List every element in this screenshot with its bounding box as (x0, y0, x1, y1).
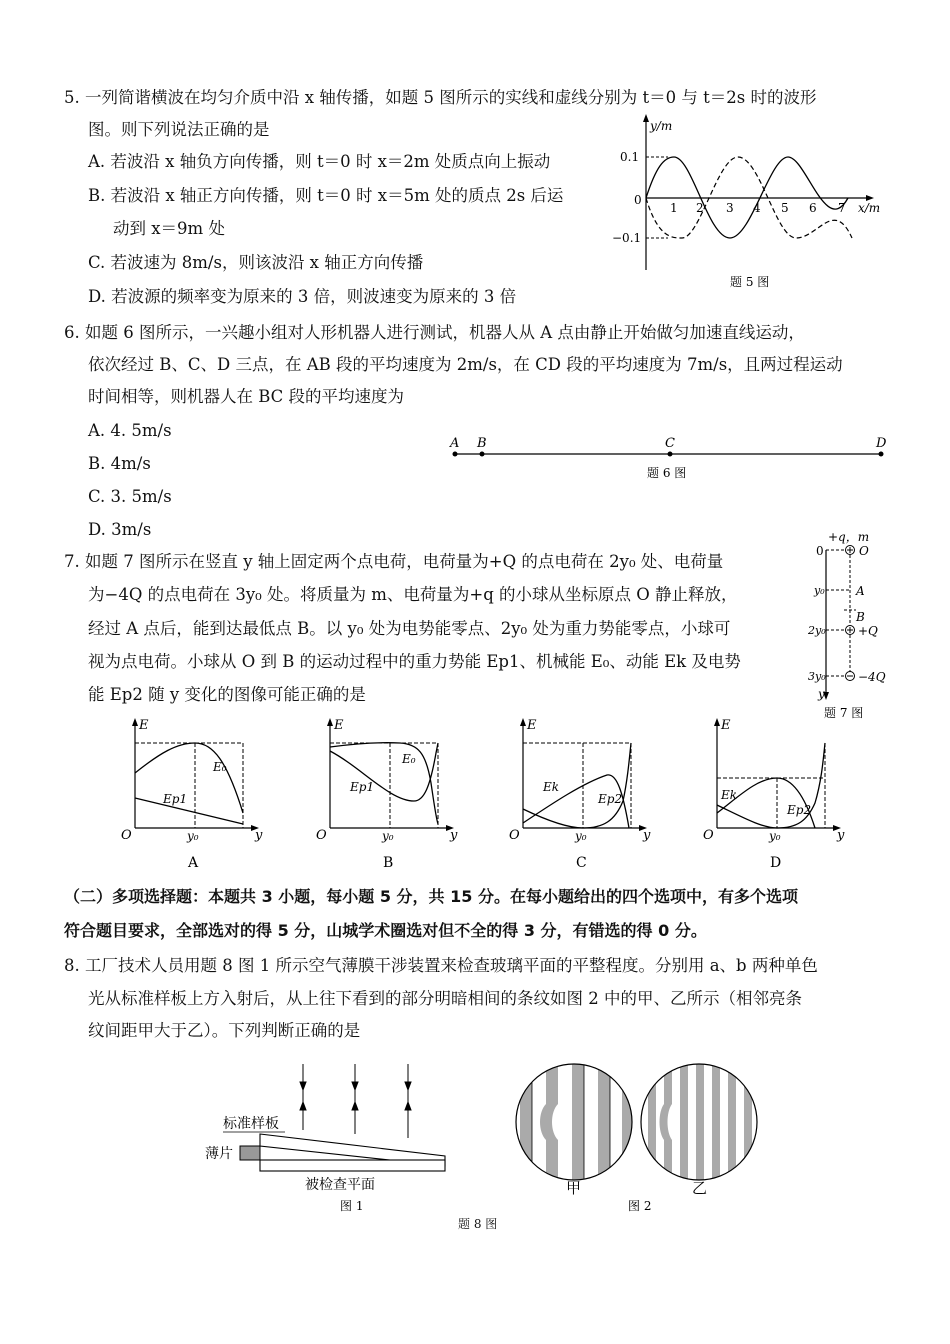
section2-heading-line2: 符合题目要求，全部选对的得 5 分，山城学术圈选对但不全的得 3 分，有错选的得 0 分。 (64, 921, 707, 940)
graph-b-y0-label: y₀ (382, 829, 394, 843)
q8-figure1-apparatus (205, 1060, 465, 1230)
q7-plus-q-label: +Q (858, 624, 878, 638)
q8-ray-3-arrow-down (405, 1082, 411, 1090)
q6-label-d: D (876, 436, 887, 451)
q6-option-a: A. 4. 5m/s (88, 421, 172, 440)
q8-fringes-jia (520, 1060, 634, 1184)
q8-fig1-label: 图 1 (340, 1199, 364, 1213)
q5-option-a: A. 若波沿 x 轴负方向传播，则 t＝0 时 x＝2m 处质点向上振动 (88, 152, 551, 171)
graph-b-ep1-label: Ep1 (350, 780, 375, 794)
graph-b-ep1-curve (330, 743, 438, 801)
graph-c-ep2-curve (523, 743, 631, 828)
graph-d-e-label: E (721, 718, 731, 733)
q8-light-rays (300, 1064, 411, 1138)
q5-xtick-6: 6 (809, 201, 817, 215)
q7-o-label: O (859, 544, 869, 558)
q7-stem-line3: 经过 A 点后，能到达最低点 B。以 y₀ 处为电势能零点、2y₀ 处为重力势能零点，小球可 (88, 619, 731, 638)
q5-stem-line1: 5. 一列简谐横波在均匀介质中沿 x 轴传播，如题 5 图所示的实线和虚线分别为 t＝0 与 t＝2s 时的波形 (64, 88, 817, 107)
q5-option-b-line2: 动到 x＝9m 处 (113, 219, 225, 238)
graph-b-y-label: y (450, 828, 458, 843)
q7-b-label: B (856, 610, 865, 624)
q6-caption: 题 6 图 (647, 466, 687, 480)
q8-ray-3-arrow-up (405, 1102, 411, 1110)
graph-d-y0-label: y₀ (769, 829, 781, 843)
graph-d-option-label: D (770, 855, 782, 871)
q6-stem-line3: 时间相等，则机器人在 BC 段的平均速度为 (88, 387, 405, 406)
jia-band-1 (520, 1060, 532, 1184)
q7-graph-a (115, 713, 275, 873)
q5-y-arrow (643, 114, 649, 122)
q5-wave-figure (608, 112, 908, 292)
q8-plate-label: 标准样板 (223, 1116, 279, 1132)
q8-ray-2-arrow-down (352, 1082, 358, 1090)
q7-graph-d (697, 713, 857, 873)
graph-a-ep1-label: Ep1 (163, 792, 188, 806)
yi-band-5 (712, 1060, 720, 1184)
q8-caption: 题 8 图 (458, 1217, 498, 1231)
q8-ray-1-arrow-up (300, 1102, 306, 1110)
q5-x-label: x/m (858, 201, 881, 215)
yi-band-4 (696, 1060, 704, 1184)
q8-fringes-yi (648, 1060, 752, 1184)
graph-c-ek-label: Ek (543, 780, 560, 794)
q7-graph-c (503, 713, 663, 873)
q6-line-figure (445, 432, 895, 482)
q8-ray-2-arrow-up (352, 1102, 358, 1110)
graph-b-e-arrow (327, 718, 333, 726)
q7-y-axis-label: y (818, 687, 825, 701)
graph-c-option-label: C (576, 855, 587, 871)
q5-xtick-5: 5 (781, 201, 789, 215)
graph-b-e0-label: E₀ (402, 752, 416, 766)
q5-xtick-1: 1 (670, 201, 678, 215)
q8-surface-label: 被检查平面 (305, 1177, 375, 1193)
q6-label-b: B (477, 436, 487, 451)
q7-graph-b (310, 713, 470, 873)
q7-stem-line1: 7. 如题 7 图所示在竖直 y 轴上固定两个点电荷，电荷量为+Q 的点电荷在 2y₀ 处、电荷量 (64, 552, 724, 571)
graph-d-o-label: O (703, 828, 714, 843)
graph-b-e-label: E (334, 718, 344, 733)
q7-charge-figure (806, 528, 916, 723)
q6-option-b: B. 4m/s (88, 454, 151, 473)
q5-stem-line2: 图。则下列说法正确的是 (88, 120, 270, 139)
q7-y0-label: y₀ (814, 584, 825, 597)
q8-stem-line3: 纹间距甲大于乙）。下列判断正确的是 (88, 1021, 361, 1040)
q5-y-label: y/m (650, 119, 673, 133)
jia-band-4 (598, 1060, 610, 1184)
q6-point-b (480, 452, 485, 457)
q6-label-c: C (665, 436, 675, 451)
graph-d-ek-label: Ek (721, 788, 738, 802)
graph-b-option-label: B (383, 855, 394, 871)
q6-point-a (453, 452, 458, 457)
graph-b-o-label: O (316, 828, 327, 843)
q6-stem-line2: 依次经过 B、C、D 三点，在 AB 段的平均速度为 2m/s，在 CD 段的平均速度为 7m/s，且两过程运动 (88, 355, 843, 374)
yi-band-3 (680, 1060, 688, 1184)
q5-xtick-2: 2 (696, 201, 704, 215)
yi-band-1 (648, 1060, 656, 1184)
q8-test-surface (260, 1160, 445, 1171)
q7-stem-line5: 能 Ep2 随 y 变化的图像可能正确的是 (88, 685, 366, 704)
yi-band-6 (728, 1060, 736, 1184)
q5-option-b-line1: B. 若波沿 x 轴正方向传播，则 t＝0 时 x＝5m 处的质点 2s 后运 (88, 186, 564, 205)
q8-stem-line1: 8. 工厂技术人员用题 8 图 1 所示空气薄膜干涉装置来检查玻璃平面的平整程度。分别用 a、b 两种单色 (64, 956, 818, 975)
q8-fig2-label: 图 2 (628, 1199, 652, 1213)
graph-c-e-label: E (527, 718, 537, 733)
graph-a-e-arrow (132, 718, 138, 726)
graph-a-ep1-line (135, 798, 243, 824)
q6-label-a: A (450, 436, 460, 451)
q7-stem-line4: 视为点电荷。小球从 O 到 B 的运动过程中的重力势能 Ep1、机械能 E₀、动能 Ek 及电势 (88, 652, 741, 671)
q6-point-d (879, 452, 884, 457)
q7-caption: 题 7 图 (824, 706, 864, 720)
graph-c-ep2-label: Ep2 (598, 792, 623, 806)
graph-a-y0-label: y₀ (187, 829, 199, 843)
jia-band-2 (540, 1060, 558, 1184)
q5-option-d: D. 若波源的频率变为原来的 3 倍，则波速变为原来的 3 倍 (88, 287, 517, 306)
q5-xtick-3: 3 (726, 201, 734, 215)
graph-c-y0-label: y₀ (575, 829, 587, 843)
q8-ray-1-arrow-down (300, 1082, 306, 1090)
q5-xtick-7: 7 (838, 201, 846, 215)
graph-a-option-label: A (188, 855, 199, 871)
q8-figure2-fringes (512, 1060, 772, 1230)
graph-d-y-label: y (837, 828, 845, 843)
graph-a-e0-label: E₀ (213, 760, 227, 774)
graph-a-y-label: y (255, 828, 263, 843)
q5-xtick-4: 4 (753, 201, 761, 215)
graph-a-e-label: E (139, 718, 149, 733)
q7-a-label: A (856, 584, 865, 598)
q8-yi-label: 乙 (692, 1179, 708, 1197)
graph-c-y-label: y (643, 828, 651, 843)
q6-option-d: D. 3m/s (88, 520, 152, 539)
graph-d-e-arrow (714, 718, 720, 726)
section2-heading-line1: （二）多项选择题：本题共 3 小题，每小题 5 分，共 15 分。在每小题给出的四个选项中，有多个选项 (64, 887, 798, 906)
graph-a-o-label: O (121, 828, 132, 843)
q5-y-pos-label: 0.1 (620, 150, 640, 164)
q8-stem-line2: 光从标准样板上方入射后，从上往下看到的部分明暗相间的条纹如图 2 中的甲、乙所示（相邻亮条 (88, 989, 802, 1008)
q7-stem-line2: 为−4Q 的点电荷在 3y₀ 处。将质量为 m、电荷量为+q 的小球从坐标原点 O 静止释放， (88, 585, 738, 604)
q5-origin-label: 0 (634, 193, 642, 207)
q6-option-c: C. 3. 5m/s (88, 487, 172, 506)
q7-top-label: +q，m (828, 530, 870, 544)
q6-point-c (668, 452, 673, 457)
q7-3y0-label: 3y₀ (808, 670, 826, 683)
graph-b-e0-curve (330, 743, 438, 824)
graph-c-e-arrow (520, 718, 526, 726)
yi-band-7 (744, 1060, 752, 1184)
q7-minus-4q-label: −4Q (858, 670, 886, 684)
q5-y-neg-label: −0.1 (612, 231, 642, 245)
q8-shim (240, 1146, 260, 1160)
q5-caption: 题 5 图 (730, 275, 770, 289)
jia-band-3 (572, 1060, 584, 1184)
q7-2y0-label: 2y₀ (808, 624, 826, 637)
q7-zero-label: 0 (816, 544, 824, 558)
q5-option-c: C. 若波速为 8m/s，则该波沿 x 轴正方向传播 (88, 253, 424, 272)
q6-stem-line1: 6. 如题 6 图所示，一兴趣小组对人形机器人进行测试，机器人从 A 点由静止开始做匀加速直线运动， (64, 323, 805, 342)
graph-c-o-label: O (509, 828, 520, 843)
graph-d-ep2-label: Ep2 (787, 803, 812, 817)
q8-jia-label: 甲 (566, 1179, 582, 1197)
q8-shim-label: 薄片 (205, 1146, 233, 1162)
